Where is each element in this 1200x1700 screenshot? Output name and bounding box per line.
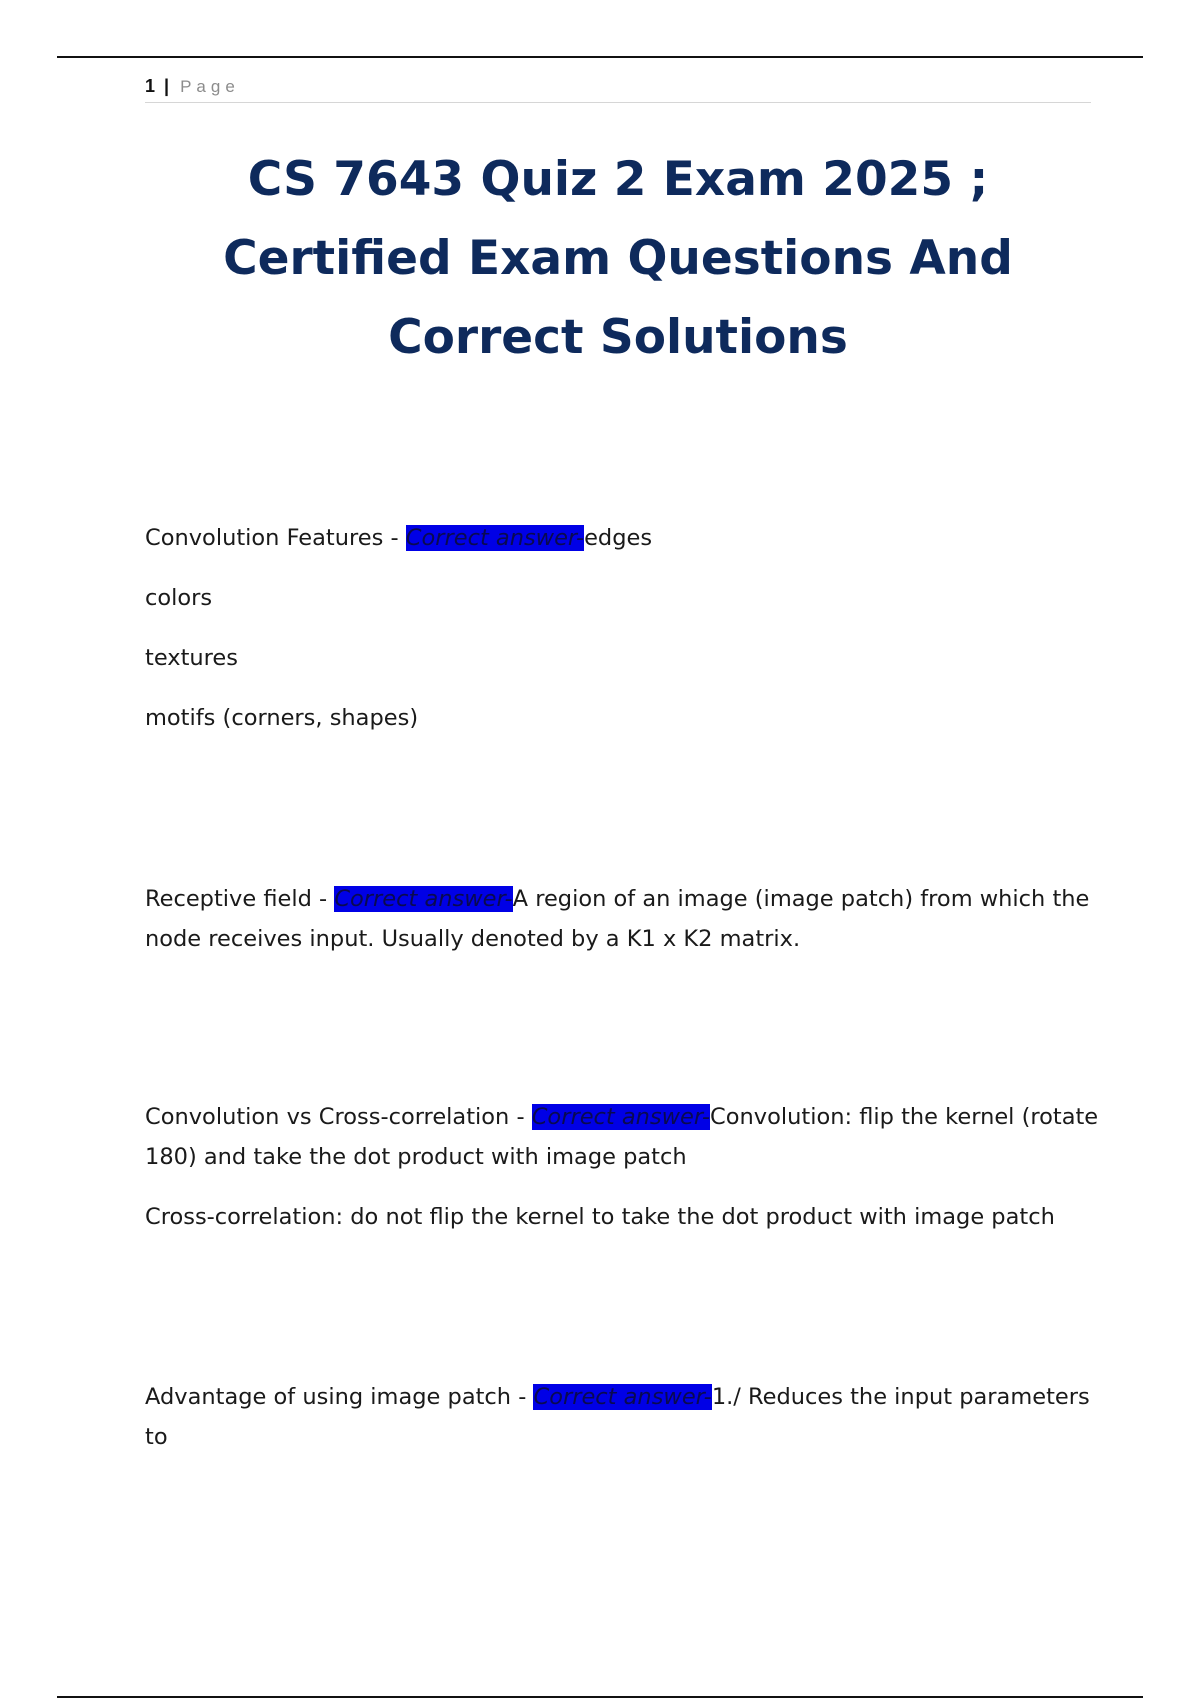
qa-item-receptive-field [145, 879, 1105, 959]
qa-item-convolution-vs-cross-correlation [145, 1097, 1105, 1237]
question-text: Convolution Features - [145, 525, 406, 551]
qa-line [145, 518, 1105, 558]
question-text: Advantage of using image patch - [145, 1384, 534, 1410]
page-top-rule [57, 56, 1143, 58]
answer-text: edges [584, 525, 653, 551]
answer-line: colors [145, 585, 213, 611]
qa-line [145, 879, 1105, 959]
question-text: Convolution vs Cross-correlation - [145, 1104, 532, 1130]
page-number: 1 [145, 76, 156, 96]
qa-item-convolution-features [145, 518, 1105, 738]
qa-item-advantage-image-patch [145, 1377, 1105, 1457]
answer-text: 1./ Reduces the input parameters to [145, 1384, 1090, 1450]
qa-line [145, 1097, 1105, 1177]
page-bottom-rule [57, 1696, 1143, 1698]
answer-line: Cross-correlation: do not flip the kernel to take the dot product with image patch [145, 1204, 1055, 1230]
answer-text: A region of an image (image patch) from which the node receives input. Usually denoted by a K1 x K2 matrix. [145, 886, 1090, 952]
correct-answer-tag: Correct answer- [533, 1384, 712, 1410]
correct-answer-tag: Correct answer- [334, 886, 513, 912]
document-title: CS 7643 Quiz 2 Exam 2025 ; Certified Exam Questions And Correct Solutions [223, 152, 1013, 365]
page-word: Page [180, 77, 240, 96]
qa-line [145, 1377, 1105, 1457]
answer-text: Convolution: flip the kernel (rotate 180) and take the dot product with image patch [145, 1104, 1099, 1170]
question-text: Receptive field - [145, 886, 335, 912]
answer-line: motifs (corners, shapes) [145, 705, 419, 731]
correct-answer-tag: Correct answer- [531, 1104, 711, 1130]
answer-line: textures [145, 645, 238, 671]
page-separator: | [164, 76, 170, 96]
correct-answer-tag: Correct answer- [405, 525, 585, 551]
page-header [145, 74, 1091, 103]
